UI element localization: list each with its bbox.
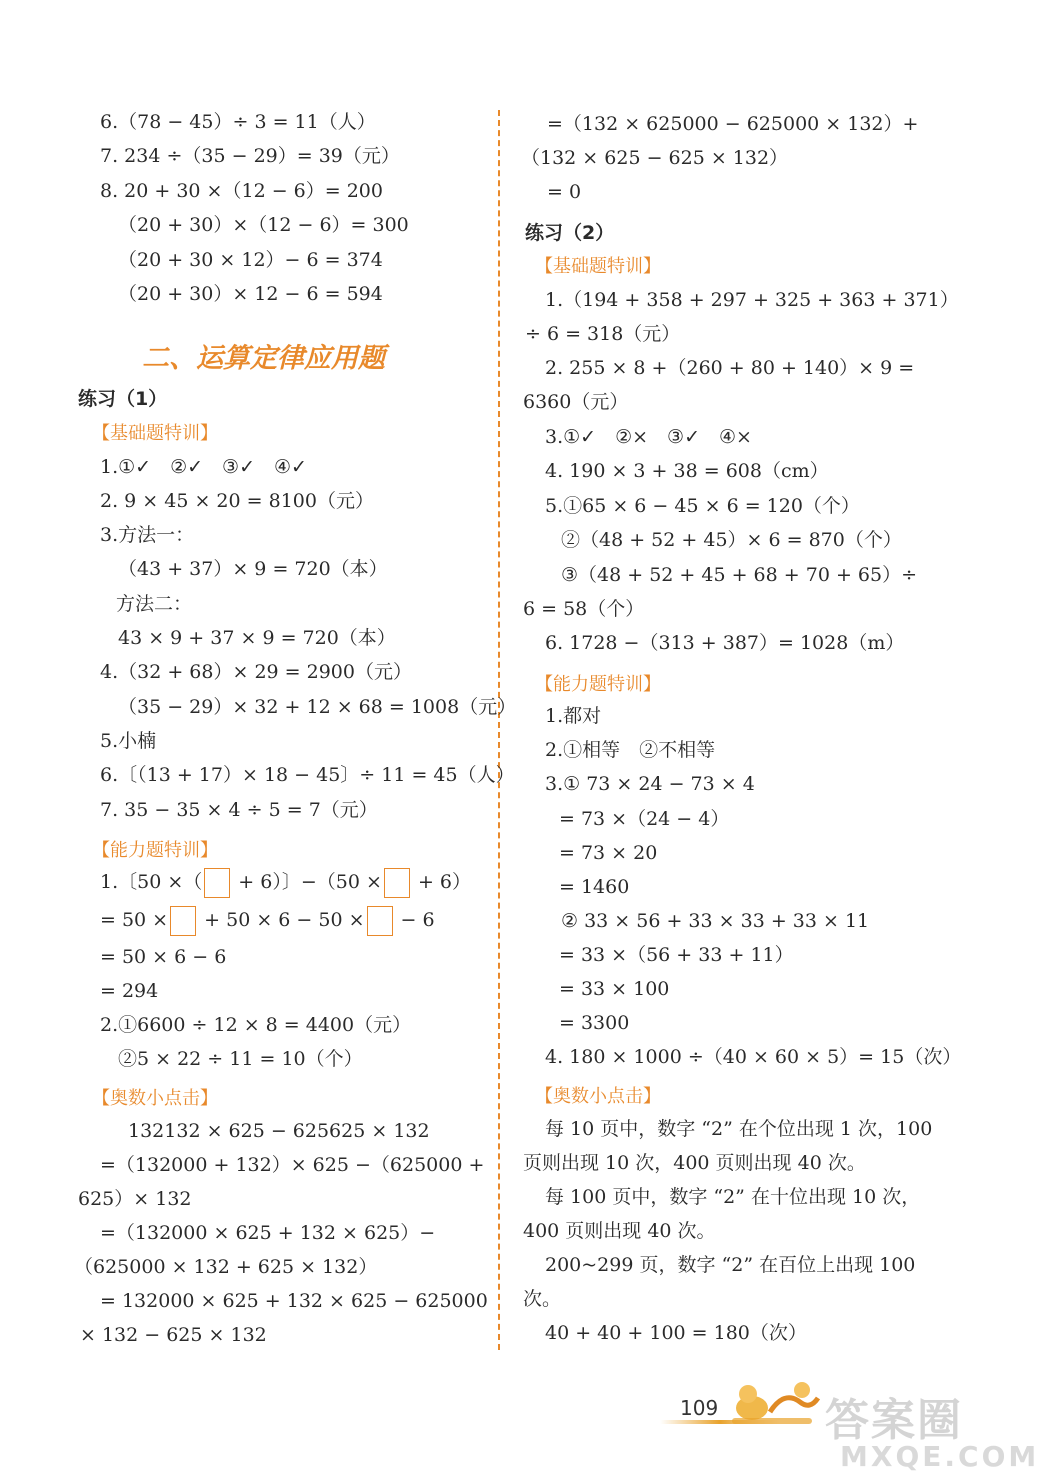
answer-line: 2.①6600 ÷ 12 × 8 = 4400（元）	[100, 1014, 412, 1036]
answer-line: = 1460	[559, 876, 630, 898]
text-fragment: + 6）	[411, 871, 472, 893]
answer-line: 每 100 页中，数字 “2” 在十位出现 10 次，	[545, 1186, 921, 1208]
answer-line: = 294	[100, 980, 159, 1002]
answer-line: 200~299 页，数字 “2” 在百位上出现 100	[545, 1254, 916, 1276]
answer-line: 方法二：	[116, 593, 193, 615]
blank-box	[384, 868, 410, 898]
answer-line: 次。	[523, 1288, 562, 1310]
answer-line: 3.① 73 × 24 − 73 × 4	[545, 773, 755, 795]
answer-line: 2.①相等 ②不相等	[545, 739, 716, 761]
answer-line: （20 + 30）×（12 − 6）= 300	[118, 214, 409, 236]
answer-line: 3.方法一：	[100, 524, 195, 546]
answer-line: ③（48 + 52 + 45 + 68 + 70 + 65）÷	[561, 564, 918, 586]
column-divider	[498, 110, 500, 1350]
text-fragment: + 6）〕−（50 ×	[232, 871, 382, 893]
answer-line: 3.①✓ ②× ③✓ ④×	[545, 426, 752, 448]
answer-line: 5.①65 × 6 − 45 × 6 = 120（个）	[545, 495, 860, 517]
answer-line: 6. 1728 −（313 + 387）= 1028（m）	[545, 632, 905, 654]
answer-line: 40 + 40 + 100 = 180（次）	[545, 1322, 807, 1344]
answer-line: × 132 − 625 × 132	[80, 1324, 267, 1346]
answer-line: 6.〔（13 + 17）× 18 − 45〕÷ 11 = 45（人）	[100, 764, 515, 786]
answer-line: 每 10 页中，数字 “2” 在个位出现 1 次，100	[545, 1118, 933, 1140]
answer-line: = 73 ×（24 − 4）	[559, 808, 730, 830]
answer-line: = 0	[547, 181, 582, 203]
answer-line: 1.（194 + 358 + 297 + 325 + 363 + 371）	[545, 289, 959, 311]
answer-line: 2. 255 × 8 +（260 + 80 + 140）× 9 =	[545, 357, 915, 379]
answer-line: 6360（元）	[523, 391, 629, 413]
answer-line: （625000 × 132 + 625 × 132）	[74, 1256, 378, 1278]
answer-line: = 50 × 6 − 6	[100, 946, 227, 968]
watermark: 答案圈	[825, 1395, 963, 1446]
answer-line: = 132000 × 625 + 132 × 625 − 625000	[100, 1290, 488, 1312]
answer-line: 5.小楠	[100, 730, 157, 752]
answer-line-with-boxes	[100, 906, 435, 936]
answer-line: =（132000 + 132）× 625 −（625000 +	[100, 1154, 485, 1176]
blank-box	[367, 906, 393, 936]
answer-line: ②（48 + 52 + 45）× 6 = 870（个）	[561, 529, 902, 551]
answer-line: 8. 20 + 30 ×（12 − 6）= 200	[100, 180, 383, 202]
answer-line: = 3300	[559, 1012, 630, 1034]
answer-line: 4. 190 × 3 + 38 = 608（cm）	[545, 460, 829, 482]
olympiad-tag: 【奥数小点击】	[535, 1086, 661, 1107]
answer-line: =（132 × 625000 − 625000 × 132）+	[547, 113, 919, 135]
basic-training-tag: 【基础题特训】	[535, 256, 661, 277]
section-title: 二、运算定律应用题	[142, 343, 385, 374]
answer-line: = 33 ×（56 + 33 + 11）	[559, 944, 794, 966]
watermark-url: MXQE.COM	[840, 1440, 1039, 1473]
answer-line: = 73 × 20	[559, 842, 658, 864]
answer-line: ②5 × 22 ÷ 11 = 10（个）	[118, 1048, 363, 1070]
answer-line: 2. 9 × 45 × 20 = 8100（元）	[100, 490, 374, 512]
answer-line: 400 页则出现 40 次。	[523, 1220, 716, 1242]
answer-line: 1.①✓ ②✓ ③✓ ④✓	[100, 456, 307, 478]
answer-line: （132 × 625 − 625 × 132）	[521, 147, 789, 169]
ability-training-tag: 【能力题特训】	[92, 840, 218, 861]
olympiad-tag: 【奥数小点击】	[92, 1088, 218, 1109]
answer-line: =（132000 × 625 + 132 × 625）−	[100, 1222, 436, 1244]
blank-box	[170, 906, 196, 936]
answer-line: 1.都对	[545, 705, 602, 727]
answer-line: 7. 35 − 35 × 4 ÷ 5 = 7（元）	[100, 799, 378, 821]
text-fragment: + 50 × 6 − 50 ×	[198, 909, 365, 931]
answer-line: 132132 × 625 − 625625 × 132	[128, 1120, 430, 1142]
answer-line: 4. 180 × 1000 ÷（40 × 60 × 5）= 15（次）	[545, 1046, 962, 1068]
answer-line: 7. 234 ÷（35 − 29）= 39（元）	[100, 145, 400, 167]
ability-training-tag: 【能力题特训】	[535, 674, 661, 695]
answer-line: （20 + 30 × 12）− 6 = 374	[118, 249, 383, 271]
answer-line: 6.（78 − 45）÷ 3 = 11（人）	[100, 111, 376, 133]
text-fragment: = 50 ×	[100, 909, 169, 931]
answer-line: 6 = 58（个）	[523, 598, 645, 620]
basic-training-tag: 【基础题特训】	[92, 423, 218, 444]
answer-line: 4.（32 + 68）× 29 = 2900（元）	[100, 661, 412, 683]
answer-line: ÷ 6 = 318（元）	[525, 323, 681, 345]
answer-line: 43 × 9 + 37 × 9 = 720（本）	[118, 627, 396, 649]
practice-title: 练习（1）	[78, 388, 168, 410]
text-fragment: 1.〔50 ×（	[100, 871, 203, 893]
answer-line: （43 + 37）× 9 = 720（本）	[118, 558, 388, 580]
answer-line: 页则出现 10 次，400 页则出现 40 次。	[523, 1152, 866, 1174]
practice-title: 练习（2）	[525, 222, 615, 244]
mascot-icon	[722, 1372, 822, 1428]
answer-line: （35 − 29）× 32 + 12 × 68 = 1008（元）	[118, 696, 517, 718]
text-fragment: − 6	[394, 909, 435, 931]
answer-line: = 33 × 100	[559, 978, 670, 1000]
answer-line: 625）× 132	[78, 1188, 192, 1210]
answer-line: （20 + 30）× 12 − 6 = 594	[118, 283, 383, 305]
answer-line: ② 33 × 56 + 33 × 33 + 33 × 11	[561, 910, 870, 932]
answer-line-with-boxes	[100, 868, 471, 898]
blank-box	[204, 868, 230, 898]
page-number: 109	[680, 1396, 719, 1420]
